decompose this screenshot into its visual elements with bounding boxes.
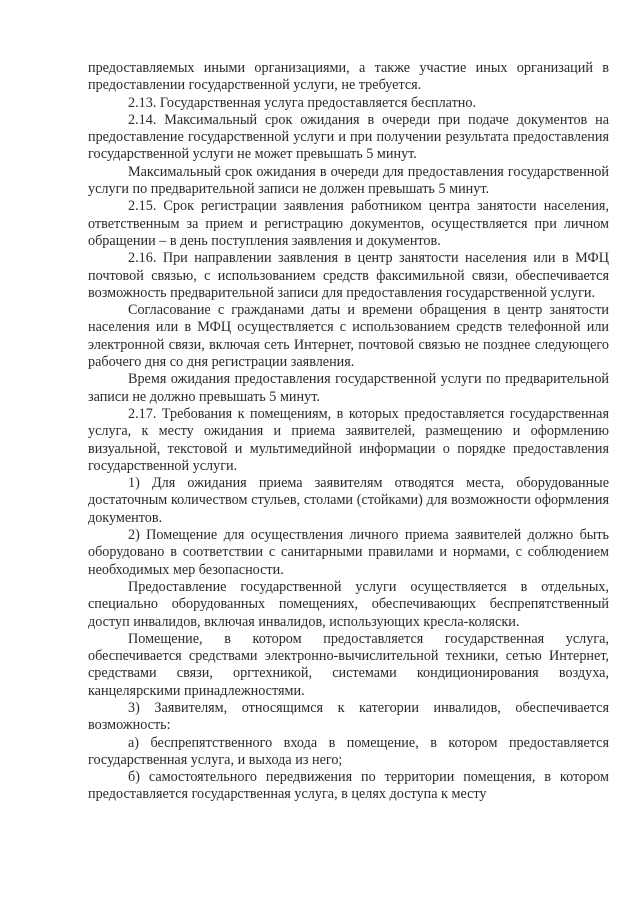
paragraph-2-15: 2.15. Срок регистрации заявления работником центра занятости населения, ответственным за прием и регистрацию документов, осуществляется при личном обращении – в день поступления заявления и документов. bbox=[88, 198, 609, 249]
paragraph-item-b: б) самостоятельного передвижения по территории помещения, в котором предоставляется государственная услуга, в целях доступа к месту bbox=[88, 769, 609, 803]
paragraph-continuation: предоставляемых иными организациями, а также участие иных организаций в предоставлении государственной услуги, не требуется. bbox=[88, 60, 609, 94]
document-body bbox=[88, 60, 609, 804]
paragraph-item-1: 1) Для ожидания приема заявителям отводятся места, оборудованные достаточным количеством стульев, столами (стойками) для возможности оформления документов. bbox=[88, 475, 609, 526]
paragraph-2-14: 2.14. Максимальный срок ожидания в очереди при подаче документов на предоставление государственной услуги и при получении результата предоставления государственной услуги не может превышать 5 минут. bbox=[88, 111, 609, 163]
paragraph-item-2: 2) Помещение для осуществления личного приема заявителей должно быть оборудовано в соответствии с санитарными правилами и нормами, с соблюдением необходимых мер безопасности. bbox=[88, 527, 609, 578]
paragraph-max-wait: Максимальный срок ожидания в очереди для предоставления государственной услуги по предварительной записи не должен превышать 5 минут. bbox=[88, 163, 609, 198]
paragraph-agreement: Согласование с гражданами даты и времени обращения в центр занятости населения или в МФЦ осуществляется с использованием средств телефонной или электронной связи, включая сеть Интернет, почтовой связью не позднее следующего рабочего дня со дня регистрации заявления. bbox=[88, 302, 609, 371]
paragraph-2-17: 2.17. Требования к помещениям, в которых предоставляется государственная услуга, к месту ожидания и приема заявителей, размещению и оформлению визуальной, текстовой и мультимедийной информации о порядке предоставления государственной услуги. bbox=[88, 405, 609, 474]
paragraph-2-16: 2.16. При направлении заявления в центр занятости населения или в МФЦ почтовой связью, с использованием средств факсимильной связи, обеспечивается возможность предварительной записи для предоставления государственной услуги. bbox=[88, 250, 609, 301]
paragraph-item-a: а) беспрепятственного входа в помещение, в котором предоставляется государственная услуга, и выхода из него; bbox=[88, 734, 609, 768]
paragraph-equipment: Помещение, в котором предоставляется государственная услуга, обеспечивается средствами электронно-вычислительной техники, сетью Интернет, средствами связи, оргтехникой, системами кондиционирования воздуха, канцелярскими принадлежностями. bbox=[88, 630, 609, 699]
paragraph-wait-time: Время ожидания предоставления государственной услуги по предварительной записи не должно превышать 5 минут. bbox=[88, 371, 609, 405]
paragraph-premises: Предоставление государственной услуги осуществляется в отдельных, специально оборудованных помещениях, обеспечивающих беспрепятственный доступ инвалидов, включая инвалидов, использующих кресла-коляски. bbox=[88, 578, 609, 630]
paragraph-item-3: 3) Заявителям, относящимся к категории инвалидов, обеспечивается возможность: bbox=[88, 699, 609, 734]
paragraph-2-13: 2.13. Государственная услуга предоставляется бесплатно. bbox=[128, 94, 477, 111]
